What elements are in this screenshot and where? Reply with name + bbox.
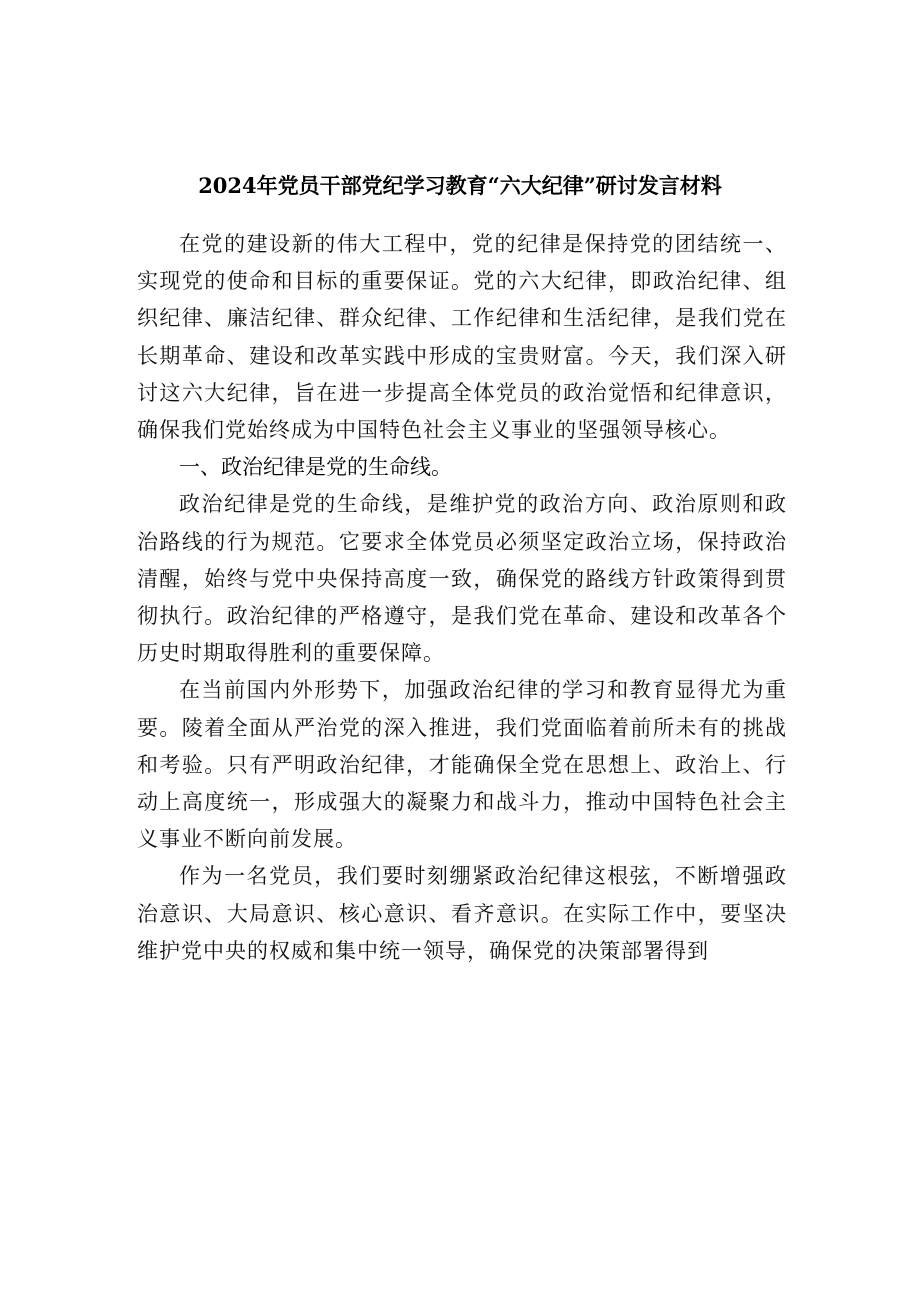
section1-paragraph-3: 作为一名党员，我们要时刻绷紧政治纪律这根弦，不断增强政治意识、大局意识、核心意识、看齐意识。在实际工作中，要坚决维护党中央的权威和集中统一领导，确保党的决策部署得到 (137, 864, 787, 963)
document-title: 2024年党员干部党纪学习教育“六大纪律”研讨发言材料 (198, 173, 722, 198)
intro-paragraph: 在党的建设新的伟大工程中，党的纪律是保持党的团结统一、实现党的使命和目标的重要保证。党的六大纪律，即政治纪律、组织纪律、廉洁纪律、群众纪律、工作纪律和生活纪律，是我们党在长期革命、建设和改革实践中形成的宝贵财富。今天，我们深入研讨这六大纪律，旨在进一步提高全体党员的政治觉悟和纪律意识，确保我们党始终成为中国特色社会主义事业的坚强领导核心。 (137, 232, 787, 443)
document-body (137, 226, 787, 970)
section1-paragraph-2: 在当前国内外形势下，加强政治纪律的学习和教育显得尤为重要。陵着全面从严治党的深入推进，我们党面临着前所未有的挑战和考验。只有严明政治纪律，才能确保全党在思想上、政治上、行动上高度统一，形成强大的凝聚力和战斗力，推动中国特色社会主义事业不断向前发展。 (137, 678, 787, 852)
section1-paragraph-1: 政治纪律是党的生命线，是维护党的政治方向、政治原则和政治路线的行为规范。它要求全体党员必须坚定政治立场，保持政治清醒，始终与党中央保持高度一致，确保党的路线方针政策得到贯彻执行。政治纪律的严格遵守，是我们党在革命、建设和改革各个历史时期取得胜利的重要保障。 (137, 492, 787, 666)
section-heading-political-discipline: 一、政治纪律是党的生命线。 (179, 455, 452, 480)
